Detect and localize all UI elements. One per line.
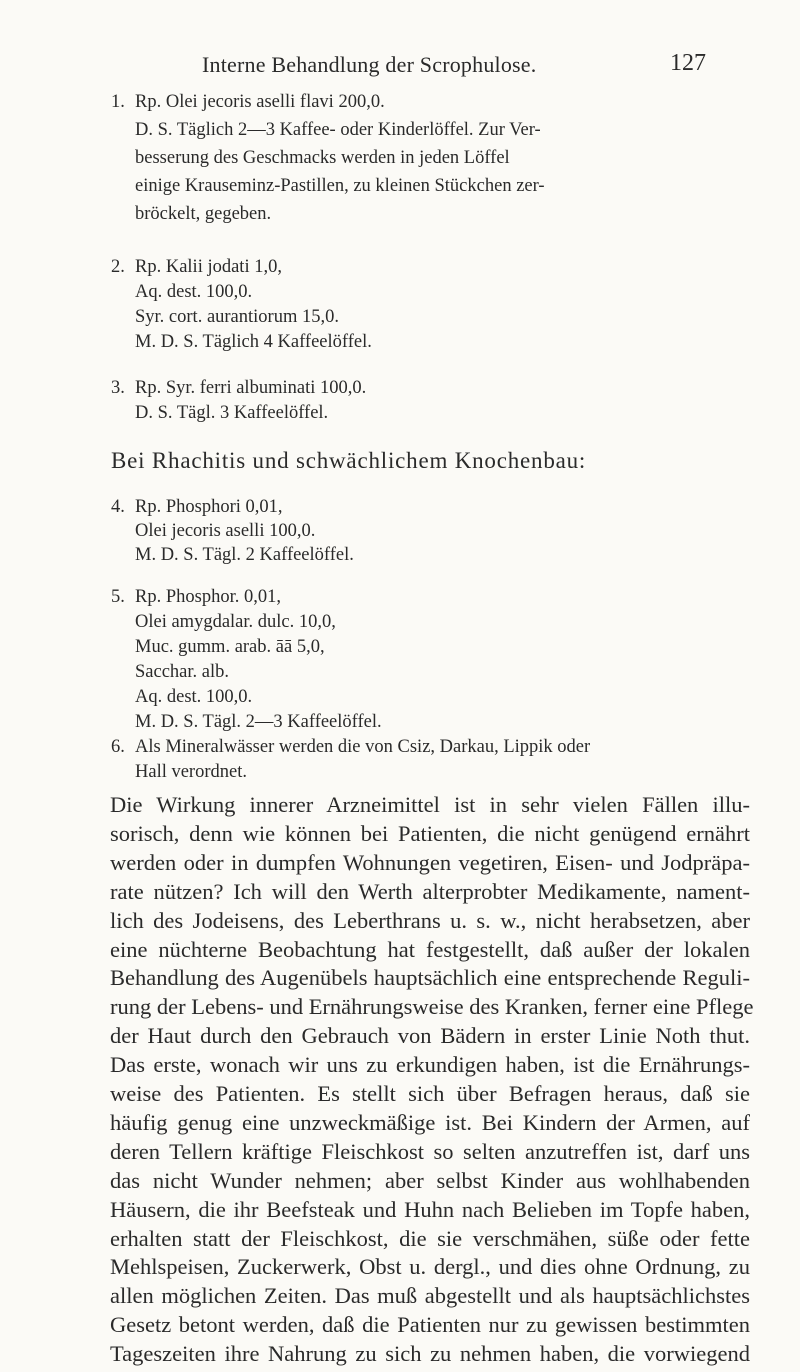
prescription-line: einige Krauseminz-Pastillen, zu kleinen Stückchen zer- <box>135 176 545 196</box>
body-line: allen möglichen Zeiten. Das muß abgestellt und als hauptsächlichstes <box>110 1283 750 1309</box>
body-line: rate nützen? Ich will den Werth alterprobter Medikamente, nament- <box>110 878 750 904</box>
prescription-line: M. D. S. Tägl. 2 Kaffeelöffel. <box>135 545 354 565</box>
body-line: Die Wirkung innerer Arzneimittel ist in sehr vielen Fällen illu- <box>110 792 750 817</box>
prescription-number: 6. <box>111 737 125 757</box>
body-line: eine nüchterne Beobachtung hat festgestellt, daß außer der lokalen <box>110 936 750 962</box>
header-title: Interne Behandlung der Scrophulose. <box>202 52 537 77</box>
body-line: erhalten statt der Fleischkost, die sie verschmähen, süße oder fette <box>110 1225 750 1251</box>
body-line: Gesetz betont werden, daß die Patienten nur zu gewissen bestimmten <box>110 1312 750 1338</box>
prescription-line: Aq. dest. 100,0. <box>135 282 253 302</box>
body-line: weise des Patienten. Es stellt sich über Befragen heraus, daß sie <box>110 1081 750 1106</box>
body-line: sorisch, denn wie können bei Patienten, die nicht genügend ernährt <box>110 820 750 846</box>
prescription-line: besserung des Geschmacks werden in jeden Löffel <box>135 148 510 168</box>
prescription-number: 2. <box>111 257 125 277</box>
page-number: 127 <box>670 50 706 76</box>
prescription-number: 3. <box>111 378 125 398</box>
prescription-number: 1. <box>111 92 125 112</box>
body-line: das nicht Wunder nehmen; aber selbst Kinder aus wohlhabenden <box>110 1167 750 1193</box>
body-line: Häusern, die ihr Beefsteak und Huhn nach Belieben im Topfe haben, <box>110 1196 750 1222</box>
prescription-line: Rp. Olei jecoris aselli flavi 200,0. <box>135 92 385 112</box>
prescription-line: Rp. Kalii jodati 1,0, <box>135 257 282 277</box>
prescription-line: D. S. Tägl. 3 Kaffeelöffel. <box>135 403 329 423</box>
body-line: Behandlung des Augenübels hauptsächlich eine entsprechende Reguli- <box>110 965 750 991</box>
prescription-line: Hall verordnet. <box>135 762 247 782</box>
prescription-number: 4. <box>111 497 125 517</box>
body-line: Mehlspeisen, Zuckerwerk, Obst u. dergl., und dies ohne Ordnung, zu <box>110 1254 750 1280</box>
prescription-line: Muc. gumm. arab. āā 5,0, <box>135 637 325 657</box>
prescription-line: Rp. Syr. ferri albuminati 100,0. <box>135 378 367 398</box>
prescription-line: Olei amygdalar. dulc. 10,0, <box>135 612 336 632</box>
prescription-line: Syr. cort. aurantiorum 15,0. <box>135 307 339 327</box>
running-header <box>0 52 800 84</box>
prescription-line: M. D. S. Täglich 4 Kaffeelöffel. <box>135 332 372 352</box>
prescription-line: D. S. Täglich 2—3 Kaffee- oder Kinderlöffel. Zur Ver- <box>135 120 541 140</box>
prescription-number: 5. <box>111 587 125 607</box>
body-line: der Haut durch den Gebrauch von Bädern in erster Linie Noth thut. <box>110 1023 750 1049</box>
prescription-line: Als Mineralwässer werden die von Csiz, Darkau, Lippik oder <box>135 737 591 757</box>
body-line: Das erste, wonach wir uns zu erkundigen haben, ist die Ernährungs- <box>110 1052 750 1078</box>
prescription-line: Sacchar. alb. <box>135 662 229 682</box>
body-line: deren Tellern kräftige Fleischkost so selten anzutreffen ist, darf uns <box>110 1138 750 1164</box>
prescription-line: M. D. S. Tägl. 2—3 Kaffeelöffel. <box>135 712 382 732</box>
prescription-line: Aq. dest. 100,0. <box>135 687 253 707</box>
prescription-line: bröckelt, gegeben. <box>135 204 272 224</box>
body-line: häufig genug eine unzweckmäßige ist. Bei Kindern der Armen, auf <box>110 1109 750 1135</box>
prescription-line: Rp. Phosphori 0,01, <box>135 497 283 517</box>
prescription-line: Olei jecoris aselli 100,0. <box>135 521 316 541</box>
body-line: Tageszeiten ihre Nahrung zu sich zu nehmen haben, die vorwiegend <box>110 1341 750 1367</box>
body-line: werden oder in dumpfen Wohnungen vegetiren, Eisen- und Jodpräpa- <box>110 849 750 875</box>
body-line: rung der Lebens- und Ernährungsweise des Kranken, ferner eine Pflege <box>110 994 754 1020</box>
body-line: lich des Jodeisens, des Leberthrans u. s. w., nicht herabsetzen, aber <box>110 907 750 933</box>
prescription-line: Rp. Phosphor. 0,01, <box>135 587 281 607</box>
section-heading: Bei Rhachitis und schwächlichem Knochenbau: <box>111 448 587 473</box>
